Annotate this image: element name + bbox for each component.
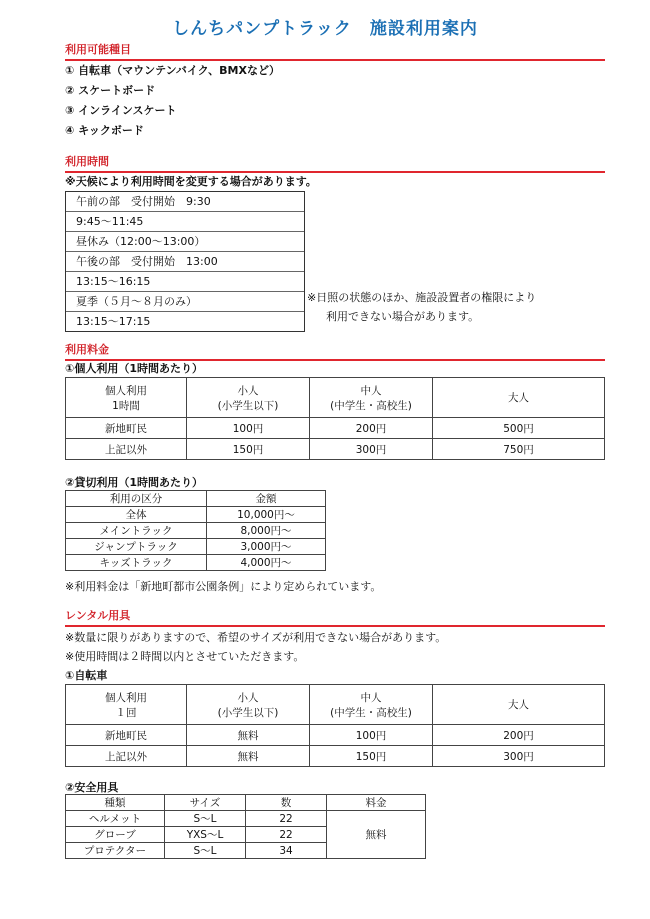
col-header: 中人 bbox=[360, 384, 382, 397]
bike-title: ①自転車 bbox=[65, 667, 605, 685]
table-cell: 無料 bbox=[327, 811, 426, 859]
hours-box bbox=[65, 191, 305, 332]
hours-row: 午前の部 受付開始 9:30 bbox=[66, 192, 304, 212]
col-header: 中人 bbox=[360, 691, 382, 704]
table-cell: 無料 bbox=[187, 725, 310, 746]
table-cell: 上記以外 bbox=[66, 746, 187, 767]
table-cell: ジャンプトラック bbox=[66, 539, 207, 555]
table-cell: 無料 bbox=[187, 746, 310, 767]
col-header: 小人 bbox=[237, 384, 259, 397]
hours-row: 夏季（５月～８月のみ） bbox=[66, 292, 304, 312]
table-cell: 3,000円～ bbox=[207, 539, 326, 555]
section-heading-hours: 利用時間 bbox=[65, 153, 605, 173]
hours-row: 9:45～11:45 bbox=[66, 212, 304, 232]
table-cell: プロテクター bbox=[66, 843, 165, 859]
table-cell: 200円 bbox=[310, 418, 433, 439]
col-header: 小人 bbox=[237, 691, 259, 704]
table-cell: 新地町民 bbox=[66, 725, 187, 746]
col-header: 料金 bbox=[327, 795, 426, 811]
table-cell: 22 bbox=[246, 827, 327, 843]
table-cell: 上記以外 bbox=[66, 439, 187, 460]
type-item: ② スケートボード bbox=[65, 84, 156, 97]
table-cell: 150円 bbox=[187, 439, 310, 460]
charter-note: ※利用料金は「新地町都市公園条例」により定められています。 bbox=[65, 580, 382, 593]
table-cell: キッズトラック bbox=[66, 555, 207, 571]
col-header: (小学生以下) bbox=[217, 399, 279, 412]
col-header: サイズ bbox=[165, 795, 246, 811]
type-item: ① 自転車（マウンテンバイク、BMXなど） bbox=[65, 64, 280, 77]
hours-row: 13:15～16:15 bbox=[66, 272, 304, 292]
col-header: 大人 bbox=[508, 699, 529, 711]
table-cell: 100円 bbox=[187, 418, 310, 439]
table-cell: 22 bbox=[246, 811, 327, 827]
table-cell: ヘルメット bbox=[66, 811, 165, 827]
section-heading-types: 利用可能種目 bbox=[65, 41, 605, 61]
section-heading-rental: レンタル用具 bbox=[65, 607, 605, 627]
table-cell: 4,000円～ bbox=[207, 555, 326, 571]
table-cell: 150円 bbox=[310, 746, 433, 767]
table-cell: メイントラック bbox=[66, 523, 207, 539]
page-title: しんちパンプトラック 施設利用案内 bbox=[172, 19, 478, 39]
col-header: 個人利用 bbox=[105, 691, 147, 704]
table-cell: 100円 bbox=[310, 725, 433, 746]
charter-title: ②貸切利用（1時間あたり） bbox=[65, 476, 203, 489]
table-cell: 全体 bbox=[66, 507, 207, 523]
col-header: 個人利用 bbox=[105, 384, 147, 397]
safety-gear-table bbox=[65, 794, 426, 859]
hours-row: 昼休み（12:00～13:00） bbox=[66, 232, 304, 252]
individual-title: ①個人利用（1時間あたり） bbox=[65, 360, 605, 378]
type-item: ③ インラインスケート bbox=[65, 104, 177, 117]
hours-notice: ※天候により利用時間を変更する場合があります。 bbox=[65, 175, 317, 188]
safety-title: ②安全用具 bbox=[65, 781, 119, 794]
table-cell: S～L bbox=[165, 843, 246, 859]
col-header: (中学生・高校生) bbox=[330, 399, 412, 412]
table-cell: 300円 bbox=[433, 746, 605, 767]
col-header: 利用の区分 bbox=[66, 491, 207, 507]
table-cell: S～L bbox=[165, 811, 246, 827]
table-cell: 300円 bbox=[310, 439, 433, 460]
col-header: 1時間 bbox=[112, 399, 140, 412]
hours-side-note-1: ※日照の状態のほか、施設設置者の権限により bbox=[307, 291, 537, 304]
table-cell: 8,000円～ bbox=[207, 523, 326, 539]
col-header: (中学生・高校生) bbox=[330, 706, 412, 719]
rental-note-2: ※使用時間は２時間以内とさせていただきます。 bbox=[65, 650, 305, 663]
table-cell: 10,000円～ bbox=[207, 507, 326, 523]
section-heading-fees: 利用料金 bbox=[65, 341, 605, 361]
col-header: １回 bbox=[115, 706, 137, 719]
col-header: 金額 bbox=[207, 491, 326, 507]
table-cell: 500円 bbox=[433, 418, 605, 439]
col-header: 大人 bbox=[508, 392, 529, 404]
individual-fee-table bbox=[65, 377, 605, 460]
type-item: ④ キックボード bbox=[65, 124, 144, 137]
table-cell: 750円 bbox=[433, 439, 605, 460]
rental-note-1: ※数量に限りがありますので、希望のサイズが利用できない場合があります。 bbox=[65, 631, 447, 644]
hours-row: 午後の部 受付開始 13:00 bbox=[66, 252, 304, 272]
table-cell: グローブ bbox=[66, 827, 165, 843]
table-cell: 34 bbox=[246, 843, 327, 859]
col-header: 種類 bbox=[66, 795, 165, 811]
charter-fee-table bbox=[65, 490, 326, 571]
bike-rental-table bbox=[65, 684, 605, 767]
table-cell: 200円 bbox=[433, 725, 605, 746]
hours-side-note-2: 利用できない場合があります。 bbox=[326, 310, 480, 323]
table-cell: YXS～L bbox=[165, 827, 246, 843]
col-header: (小学生以下) bbox=[217, 706, 279, 719]
table-cell: 新地町民 bbox=[66, 418, 187, 439]
col-header: 数 bbox=[246, 795, 327, 811]
hours-row: 13:15～17:15 bbox=[76, 315, 151, 328]
